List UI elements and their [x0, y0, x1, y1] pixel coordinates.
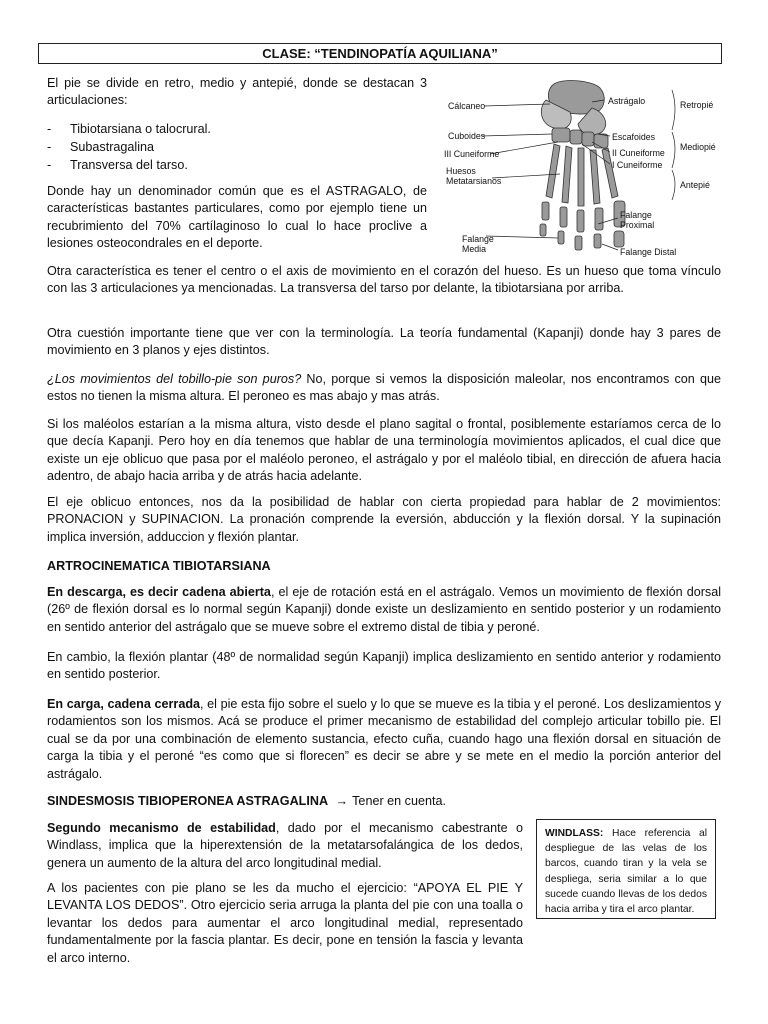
- intro-paragraph-3: Otra característica es tener el centro o el axis de movimiento en el corazón del hueso. Es un hueso que toma vínculo con las 3 articulaciones ya mencionadas. La transversa del tarso por delante, la tibiotarsiana por arriba.: [47, 264, 721, 296]
- list-item: - Subastragalina: [47, 140, 155, 154]
- label-i-cuneiforme: I Cuneiforme: [612, 160, 663, 170]
- label-calcaneo: Cálcaneo: [448, 101, 486, 111]
- label-huesos-metatarsianos: Huesos Metatarsianos: [446, 166, 502, 186]
- arrow-icon: →: [335, 794, 349, 808]
- artro-paragraph-3: En carga, cadena cerrada, el pie esta fijo sobre el suelo y lo que se mueve es la tibia y el peroné. Los deslizamientos y rodamientos son los mismos. Acá se produce el primer mecanismo de estabilidad del complejo articular tobillo pie. El cual se da por una combinación de elemento sustancia, efecto cuña, cuando hago una flexión dorsal en situación de carga la tibia y el peroné “es como que si florecen” es decir se abre y se mete en el medio la porción anterior del astrágalo.: [47, 697, 721, 781]
- list-item: - Tibiotarsiana o talocrural.: [47, 122, 211, 136]
- intro-paragraph-5: ¿Los movimientos del tobillo-pie son puros? No, porque si vemos la disposición maleolar, nos encontramos con que estos no tienen la misma altura. El peroneo es mas abajo y mas atrás.: [47, 372, 722, 404]
- intro-paragraph-7: El eje oblicuo entonces, nos da la posibilidad de hablar con cierta propiedad para hablar de 2 movimientos: PRONACION y SUPINACION. La pronación comprende la eversión, abducción y la flexión dorsal. Y la supinación implica inversión, adduccion y flexión plantar.: [47, 495, 721, 544]
- label-cuboides: Cuboides: [448, 131, 486, 141]
- artro-paragraph-2: En cambio, la flexión plantar (48º de normalidad según Kapanji) implica deslizamiento en sentido anterior y rodamiento en sentido posterior.: [47, 650, 721, 682]
- intro-paragraph-4: Otra cuestión importante tiene que ver con la terminología. La teoría fundamental (Kapanji) donde hay 3 pares de movimiento en 3 planos y ejes distintos.: [47, 326, 721, 358]
- artro-paragraph-1: En descarga, es decir cadena abierta, el eje de rotación está en el astrágalo. Vemos un movimiento de flexión dorsal (26º de flexión dorsal es lo normal según Kapanji) donde existe un deslizamiento en sentido posterior y un rodamiento en sentido anterior del astrágalo que se mueve sobre el extremo distal de tibia y peroné.: [47, 585, 722, 634]
- label-escafoides: Escafoides: [612, 132, 656, 142]
- artro-heading: ARTROCINEMATICA TIBIOTARSIANA: [47, 559, 271, 573]
- list-item: - Transversa del tarso.: [47, 158, 188, 172]
- windlass-note-box: WINDLASS: Hace referencia al despliegue de las velas de los barcos, cuando tiran y la vela se despliega, seria similar a lo que sucede cuando llevas de los dedos hacia arriba y tira el arco plantar.: [536, 819, 716, 919]
- intro-paragraph-1: El pie se divide en retro, medio y antepié, donde se destacan 3 articulaciones:: [47, 76, 427, 108]
- label-retropie: Retropié: [680, 100, 714, 110]
- articulation-list: [47, 120, 427, 174]
- intro-paragraph-6: Si los maléolos estarían a la misma altura, visto desde el plano sagital o frontal, posiblemente estaríamos cerca de lo que decía Kapanji. Pero hoy en día tenemos que hablar de una terminología movimientos aplicados, el cual dice que existe un eje oblicuo que pasa por el maléolo peroneo, el astrágalo y por el maléolo tibial, en dirección de afuera hacia adentro, de abajo hacia arriba y de atrás hacia adelante.: [47, 417, 721, 484]
- label-mediopie: Mediopié: [680, 142, 716, 152]
- foot-skeleton-figure: [442, 78, 722, 268]
- page-title: CLASE: “TENDINOPATÍA AQUILIANA”: [38, 43, 722, 64]
- label-falange-distal: Falange Distal: [620, 247, 677, 257]
- label-falange-media: Falange Media: [462, 234, 494, 254]
- label-iii-cuneiforme: III Cuneiforme: [444, 149, 500, 159]
- sindesmosis-paragraph-2: A los pacientes con pie plano se les da mucho el ejercicio: “APOYA EL PIE Y LEVANTA LOS DEDOS”. Otro ejercicio seria arruga la planta del pie con una toalla o levantar los dedos para aumentar el arco longitudinal medial, representado fundamentalmente por la fascia plantar. Es decir, pone en tensión la fascia y levanta el arco interno.: [47, 881, 523, 965]
- label-astragalo: Astrágalo: [608, 96, 646, 106]
- label-ii-cuneiforme: II Cuneiforme: [612, 148, 665, 158]
- sindesmosis-paragraph-1: Segundo mecanismo de estabilidad, dado por el mecanismo cabestrante o Windlass, implica que la hiperextensión de la metatarsofalángica de los dedos, genera un aumento de la altura del arco longitudinal medial.: [47, 821, 523, 870]
- label-antepie: Antepié: [680, 180, 710, 190]
- sindesmosis-heading: SINDESMOSIS TIBIOPERONEA ASTRAGALINA → Tener en cuenta.: [47, 794, 446, 808]
- intro-paragraph-2: Donde hay un denominador común que es el ASTRAGALO, de características bastantes particulares, como por ejemplo tiene un recubrimiento del 70% cartílaginoso lo cual lo hace proclive a lesiones osteocondrales en el deporte.: [47, 184, 427, 251]
- label-falange-proximal: Falange Proximal: [620, 210, 655, 230]
